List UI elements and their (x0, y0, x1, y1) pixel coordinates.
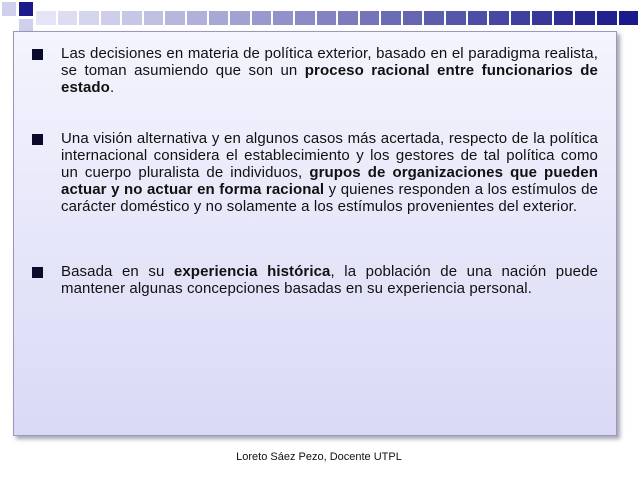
stripe-segment (295, 11, 315, 25)
bullet-text: Basada en su experiencia histórica, la población de una nación puede mantener algunas concepciones basadas en su experiencia personal. (61, 263, 598, 297)
stripe-segment (575, 11, 595, 25)
footer-credit: Loreto Sáez Pezo, Docente UTPL (236, 451, 402, 463)
stripe-segment (165, 11, 185, 25)
square-bullet-icon (32, 49, 43, 60)
stripe-segment (489, 11, 509, 25)
decor-square (2, 2, 16, 16)
stripe-segment (468, 11, 488, 25)
stripe-segment (511, 11, 531, 25)
stripe-segment (79, 11, 99, 25)
stripe-segment (317, 11, 337, 25)
stripe-segment (187, 11, 207, 25)
stripe-segment (273, 11, 293, 25)
stripe-segment (381, 11, 401, 25)
stripe-segment (619, 11, 638, 25)
header-stripe-bar (36, 11, 638, 25)
stripe-segment (532, 11, 552, 25)
stripe-segment (446, 11, 466, 25)
content-panel (13, 31, 617, 436)
stripe-segment (252, 11, 272, 25)
stripe-segment (403, 11, 423, 25)
square-bullet-icon (32, 134, 43, 145)
stripe-segment (597, 11, 617, 25)
stripe-segment (36, 11, 56, 25)
stripe-segment (144, 11, 164, 25)
bullet-item (32, 263, 598, 297)
bullet-text: Una visión alternativa y en algunos casos más acertada, respecto de la política internacional considera el establecimiento y los gestores de tal política como un cuerpo pluralista de individuos, grupos de organizaciones que pueden actuar y no actuar en forma racional y quienes responden a los estímulos de carácter doméstico y no solamente a los estímulos provenientes del exterior. (61, 130, 598, 215)
bullet-text: Las decisiones en materia de política exterior, basado en el paradigma realista, se toman asumiendo que son un proceso racional entre funcionarios de estado. (61, 45, 598, 96)
stripe-segment (101, 11, 121, 25)
decor-square (19, 2, 33, 16)
stripe-segment (338, 11, 358, 25)
square-bullet-icon (32, 267, 43, 278)
stripe-segment (209, 11, 229, 25)
stripe-segment (424, 11, 444, 25)
bullet-item (32, 130, 598, 215)
bullet-item (32, 45, 598, 96)
stripe-segment (58, 11, 78, 25)
stripe-segment (360, 11, 380, 25)
stripe-segment (122, 11, 142, 25)
stripe-segment (230, 11, 250, 25)
stripe-segment (554, 11, 574, 25)
